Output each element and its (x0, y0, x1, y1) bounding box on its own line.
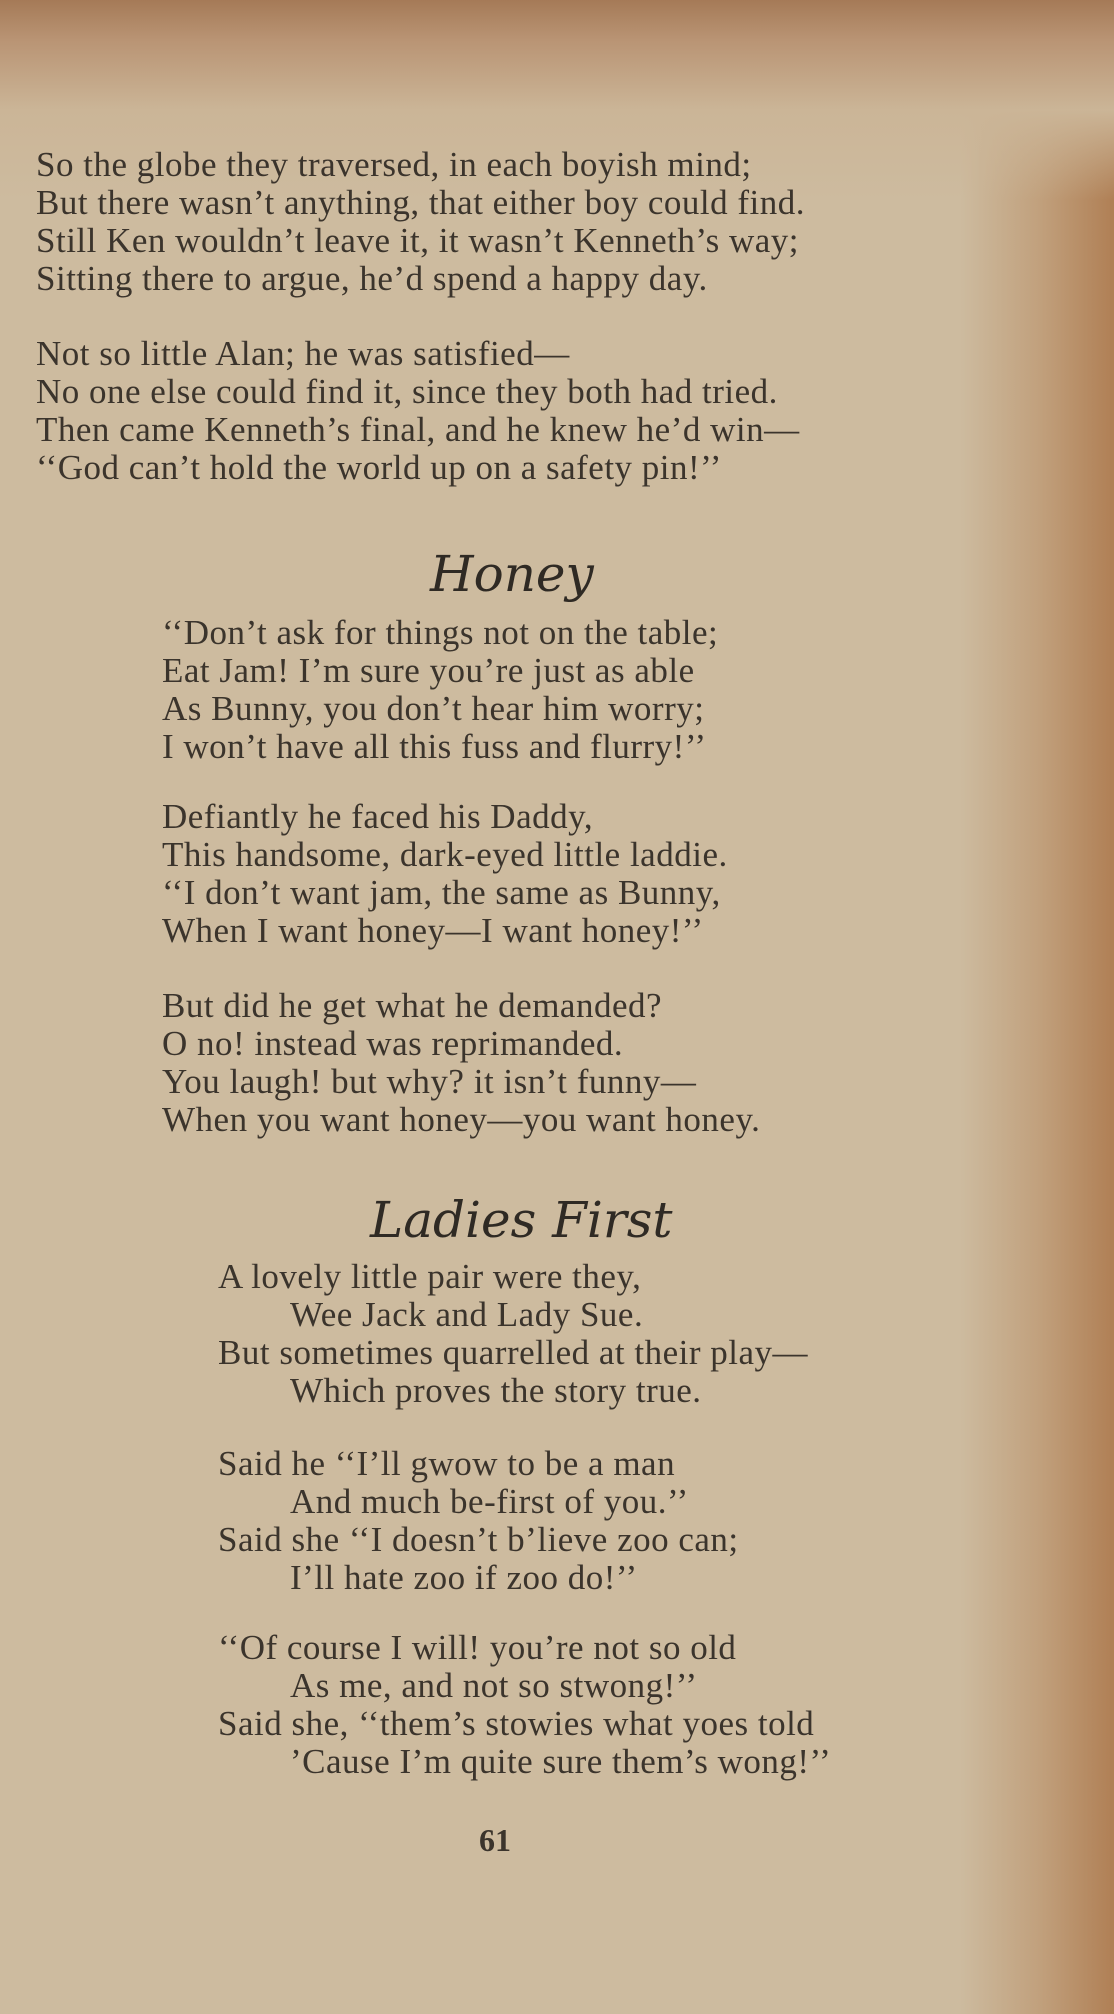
poem-line: ‘‘I don’t want jam, the same as Bunny, (162, 873, 721, 912)
poem-line: When I want honey—I want honey!’’ (162, 911, 704, 950)
poem-line: Wee Jack and Lady Sue. (290, 1295, 644, 1334)
poem-line: Said she, ‘‘them’s stowies what yoes told (218, 1704, 815, 1743)
poem-line: This handsome, dark-eyed little laddie. (162, 835, 728, 874)
poem-line: I’ll hate zoo if zoo do!’’ (290, 1558, 638, 1597)
poem-line: But sometimes quarrelled at their play— (218, 1333, 809, 1372)
poem-line: ‘‘Don’t ask for things not on the table; (162, 613, 719, 652)
poem-line: But did he get what he demanded? (162, 986, 663, 1025)
stanza (218, 1258, 808, 1410)
stanza (36, 146, 805, 298)
poem-line: You laugh! but why? it isn’t funny— (162, 1062, 697, 1101)
stanza (162, 798, 728, 950)
stanza (162, 614, 718, 766)
poem-line: As me, and not so stwong!’’ (290, 1666, 698, 1705)
poem-line: A lovely little pair were they, (218, 1257, 642, 1296)
poem-line: Said she ‘‘I doesn’t b’lieve zoo can; (218, 1520, 739, 1559)
poem-line: When you want honey—you want honey. (162, 1100, 761, 1139)
poem-line: And much be-first of you.’’ (290, 1482, 689, 1521)
stanza (36, 335, 800, 487)
stanza (162, 987, 760, 1139)
poem-line: Eat Jam! I’m sure you’re just as able (162, 651, 695, 690)
stanza (218, 1445, 739, 1597)
poem-line: Which proves the story true. (290, 1371, 702, 1410)
poem-line: Defiantly he faced his Daddy, (162, 797, 594, 836)
poem-line: So the globe they traversed, in each boyish mind; (36, 145, 752, 184)
poem-line: I won’t have all this fuss and flurry!’’ (162, 727, 707, 766)
page-number: 61 (479, 1822, 511, 1858)
poem-line: Then came Kenneth’s final, and he knew he’d win— (36, 410, 800, 449)
poem-line: ’Cause I’m quite sure them’s wong!’’ (290, 1742, 832, 1781)
poem-line: ‘‘Of course I will! you’re not so old (218, 1628, 737, 1667)
poem-line: O no! instead was reprimanded. (162, 1024, 624, 1063)
poem-line: As Bunny, you don’t hear him worry; (162, 689, 705, 728)
poem-line: ‘‘God can’t hold the world up on a safety pin!’’ (36, 448, 722, 487)
poem-title-ladies-first: Ladies First (370, 1191, 673, 1249)
poem-line: Still Ken wouldn’t leave it, it wasn’t Kenneth’s way; (36, 221, 800, 260)
poem-line: No one else could find it, since they both had tried. (36, 372, 778, 411)
poem-line: But there wasn’t anything, that either boy could find. (36, 183, 805, 222)
poem-line: Said he ‘‘I’ll gwow to be a man (218, 1444, 676, 1483)
poem-title-honey: Honey (430, 545, 594, 603)
poem-line: Sitting there to argue, he’d spend a happy day. (36, 259, 708, 298)
stanza (218, 1629, 831, 1781)
poem-line: Not so little Alan; he was satisfied— (36, 334, 570, 373)
